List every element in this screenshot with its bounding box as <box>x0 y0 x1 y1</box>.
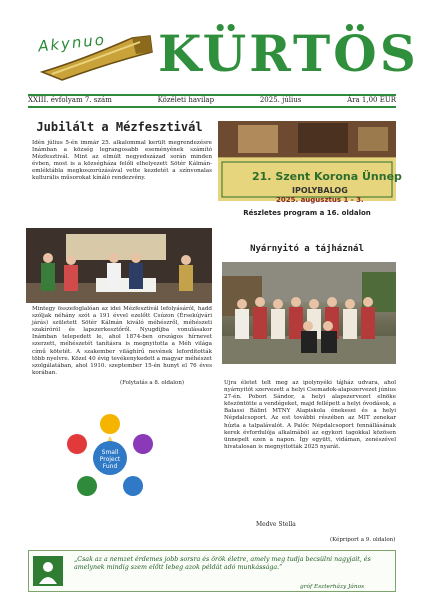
quote-author: gróf Eszterházy János <box>300 584 365 590</box>
article-title-nyarnyito: Nyárnyitó a tájháznál <box>250 244 364 254</box>
portrait-icon <box>33 556 63 586</box>
svg-text:Project: Project <box>99 456 121 463</box>
issue-price: Ára 1,00 EUR <box>347 96 396 104</box>
issue-info-row <box>28 96 396 104</box>
banner-place: IPOLYBALOG <box>292 186 348 195</box>
folk-group-photo <box>222 262 396 364</box>
issue-date: 2025. július <box>259 96 302 104</box>
continued-note: (Képriport a 9. oldalon) <box>330 537 396 543</box>
article-paragraph: Mintegy összefoglalóan az idei Mézfesztivál lefolyásáról, hadd szóljak néhány szót a 191 évvel ezelőtt Csúzon (Érsekújvári járás) született Sötér Kálmán kiváló méhészről, méhészeti szakíróról és lapszerkesztőről. Nyugdíjba vonulásakor Inámban telepedett le, ahol 1874-ben országos hírnevet szerzett, méhészetét tanításra is megnyitotta a Méh világa című kötetét. A szakember világhírű nevének lefordították több nyelvre. Közel 40 évig tevékenykedett a magyar méhészet szolgálatában, ahol 1910. szeptember 15-én hunyt el 76 éves korában. <box>32 306 212 376</box>
masthead-subtitle: Akynuo <box>37 30 107 56</box>
banner-date: 2025. augusztus 1 - 3. <box>276 196 364 204</box>
article-author: Medve Stella <box>256 521 296 528</box>
tagline: Közéleti havilap <box>157 96 215 104</box>
article-title-mezfesztival: Jubilált a Mézfesztivál <box>36 120 203 134</box>
continued-note: (Folytatás a 8. oldalon) <box>120 380 185 386</box>
svg-text:Fund: Fund <box>102 463 118 470</box>
quote-text: „Csak az a nemzet érdemes jobb sorsra és örök életre, amely meg tudja becsülni nagyjait, és amelynek mindig szem előtt lebeg azok példát adó munkássága.” <box>74 556 371 571</box>
svg-text:Small: Small <box>101 449 119 456</box>
article-paragraph: Idén július 5-én immár 25. alkalommal került megrendezésre Inámban a község legrangosabb eseményének számító Mézfesztivál. Mint az elmúlt negyedszázad során minden évben, most is a községháza felőli elhelyezett Sötér Kálmán-emléktábla megkoszorúzásával vette kezdetét a színvonalas kulturális műsorokat kínáló rendezvény. <box>32 140 212 182</box>
small-project-fund-logo <box>58 404 162 508</box>
program-note: Részletes program a 16. oldalon <box>243 209 371 217</box>
issue-number: XXIII. évfolyam 7. szám <box>28 96 112 104</box>
banner-title: 21. Szent Korona Ünnep <box>252 170 402 183</box>
bottom-divider <box>28 106 396 108</box>
festival-photo <box>26 228 212 303</box>
masthead-title: KÜRTÖS <box>158 24 419 83</box>
article-paragraph: Ujra életet telt meg az ipolynyéki tájház udvara, ahol nyárnyitót szervezett a helyi Csemadok-alapszervezet június 27-én. Pobori Sándor, a helyi alapszervezet elnöke köszöntötte a vendégeket, majd fellépett a helyi óvodások, a Balassi Bálint MTNY Alapiskola énekesei és a helyi Népdalcsoport. Az est további részében az MIT zenekar húzta a talpalávalót. A Palóc Népdalcsoport fennállásának kerek évfordulója alkalmából az egykori tagokkal közösen ünnepelt ezen a napon. Így együtt, vidáman, zenészével hivatalosan is megnyitották 2025 nyarát. <box>224 380 396 450</box>
